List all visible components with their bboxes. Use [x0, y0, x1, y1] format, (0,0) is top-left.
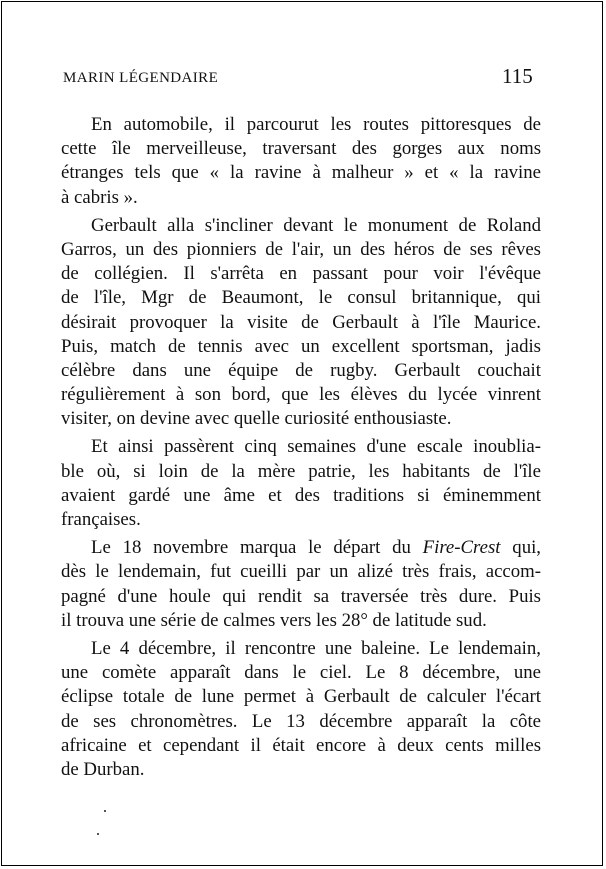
text-line: Garros, un des pionniers de l'air, un des héros de ses rêves [61, 238, 541, 260]
text-line: une comète apparaît dans le ciel. Le 8 décembre, une [61, 662, 541, 684]
text-line: à cabris ». [61, 186, 138, 208]
running-head: MARIN LÉGENDAIRE [63, 70, 219, 86]
text-line: célèbre dans une équipe de rugby. Gerbault couchait [61, 359, 541, 381]
text-line: étranges tels que « la ravine à malheur » et « la ravine [61, 162, 541, 184]
text-line: de l'île, Mgr de Beaumont, le consul britannique, qui [61, 287, 541, 309]
text-line: africaine et cependant il était encore à deux cents milles [61, 734, 541, 756]
text-line: Gerbault alla s'incliner devant le monument de Roland [91, 214, 541, 236]
text-line: dès le lendemain, fut cueilli par un alizé très frais, accom- [61, 561, 541, 583]
text-line: pagné d'une houle qui rendit sa traversée très dure. Puis [61, 585, 541, 607]
ship-name: Fire-Crest [422, 537, 501, 559]
text-line: En automobile, il parcourut les routes pittoresques de [91, 114, 541, 135]
text-line: il trouva une série de calmes vers les 28° de latitude sud. [61, 609, 487, 631]
text-line: françaises. [61, 509, 141, 530]
scan-speck [104, 810, 106, 812]
text-line: Puis, match de tennis avec un excellent sportsman, jadis [61, 335, 541, 357]
text-segment: qui, [500, 537, 541, 559]
text-line: désirait provoquer la visite de Gerbault à l'île Maurice. [61, 311, 541, 333]
body-text [61, 113, 541, 782]
scan-speck [97, 833, 99, 835]
text-line: avaient gardé une âme et des traditions si éminemment [61, 484, 541, 506]
text-line: ble où, si loin de la mère patrie, les habitants de l'île [61, 460, 541, 482]
text-line-with-ship-name [61, 536, 541, 560]
text-line: cette île merveilleuse, traversant des gorges aux noms [61, 138, 541, 160]
text-line: visiter, on devine avec quelle curiosité enthousiaste. [61, 408, 452, 430]
text-line: Le 4 décembre, il rencontre une baleine. Le lendemain, [91, 637, 541, 659]
text-line: Et ainsi passèrent cinq semaines d'une escale inoublia- [91, 436, 541, 458]
text-line: régulièrement à son bord, que les élèves du lycée vinrent [61, 384, 541, 406]
page-number: 115 [502, 64, 533, 88]
text-line: de Durban. [61, 758, 145, 780]
text-line: de collégien. Il s'arrêta en passant pour voir l'évêque [61, 263, 541, 285]
text-segment: Le 18 novembre marqua le départ du [91, 537, 423, 559]
text-line: éclipse totale de lune permet à Gerbault de calculer l'écart [61, 686, 541, 708]
text-line: de ses chronomètres. Le 13 décembre apparaît la côte [61, 710, 541, 732]
